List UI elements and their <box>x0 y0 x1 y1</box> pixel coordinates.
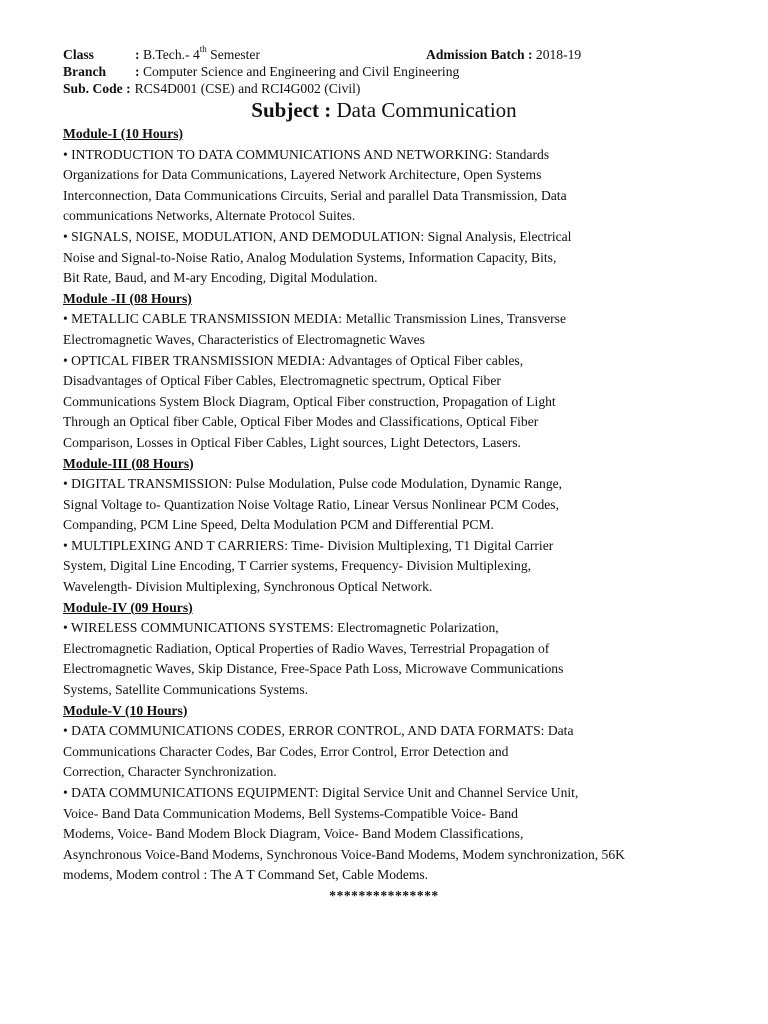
module-text-line: Comparison, Losses in Optical Fiber Cables, Light sources, Light Detectors, Lasers. <box>63 434 521 450</box>
module-text-line: • INTRODUCTION TO DATA COMMUNICATIONS AND NETWORKING: Standards <box>63 146 550 162</box>
module-text-line: Communications System Block Diagram, Optical Fiber construction, Propagation of Light <box>63 393 556 409</box>
module-text-line: Disadvantages of Optical Fiber Cables, Electromagnetic spectrum, Optical Fiber <box>63 373 501 389</box>
class-value-suffix: Semester <box>206 47 260 62</box>
module-title: Module-IV (09 Hours) <box>63 599 193 615</box>
module-title: Module -II (08 Hours) <box>63 290 192 306</box>
class-row <box>63 46 743 63</box>
module-text-line: • OPTICAL FIBER TRANSMISSION MEDIA: Advantages of Optical Fiber cables, <box>63 352 524 368</box>
module-text-line: Communications Character Codes, Bar Codes, Error Control, Error Detection and <box>63 743 509 759</box>
class-colon: : <box>135 47 143 62</box>
module-text-line: • MULTIPLEXING AND T CARRIERS: Time- Division Multiplexing, T1 Digital Carrier <box>63 537 554 553</box>
module-text-line: • DIGITAL TRANSMISSION: Pulse Modulation, Pulse code Modulation, Dynamic Range, <box>63 476 563 492</box>
module-text-line: Through an Optical fiber Cable, Optical Fiber Modes and Classifications, Optical Fiber <box>63 414 539 430</box>
module-text-line: Signal Voltage to- Quantization Noise Voltage Ratio, Linear Versus Nonlinear PCM Codes, <box>63 496 559 512</box>
module-text-line: Modems, Voice- Band Modem Block Diagram, Voice- Band Modem Classifications, <box>63 826 524 842</box>
module-text-line: • WIRELESS COMMUNICATIONS SYSTEMS: Electromagnetic Polarization, <box>63 620 499 636</box>
module-title: Module-III (08 Hours) <box>63 455 194 471</box>
module-text-line: Wavelength- Division Multiplexing, Synchronous Optical Network. <box>63 579 433 595</box>
module-section <box>63 289 743 454</box>
module-text-line: Organizations for Data Communications, Layered Network Architecture, Open Systems <box>63 167 542 183</box>
branch-label: Branch <box>63 64 107 79</box>
module-text-line: modems, Modem control : The A T Command Set, Cable Modems. <box>63 867 429 883</box>
end-separator: *************** <box>329 887 439 903</box>
subcode-row <box>63 80 743 97</box>
subject-value: Data Communication <box>331 98 517 122</box>
module-text-line: Correction, Character Synchronization. <box>63 764 277 780</box>
subject-label: Subject : <box>251 98 332 122</box>
module-text-line: Asynchronous Voice-Band Modems, Synchronous Voice-Band Modems, Modem synchronization, 56K <box>63 846 625 862</box>
module-title: Module-V (10 Hours) <box>63 702 188 718</box>
branch-colon: : <box>135 64 143 79</box>
module-text-line: Interconnection, Data Communications Circuits, Serial and parallel Data Transmission, Data <box>63 187 567 203</box>
module-section <box>63 124 743 289</box>
module-text-line: Noise and Signal-to-Noise Ratio, Analog Modulation Systems, Information Capacity, Bits, <box>63 249 557 265</box>
module-list <box>63 124 743 886</box>
class-value-text: B.Tech.- 4 <box>142 47 200 62</box>
module-text-line: Voice- Band Data Communication Modems, Bell Systems-Compatible Voice- Band <box>63 805 518 821</box>
module-section <box>63 701 743 886</box>
module-text-line: Companding, PCM Line Speed, Delta Modulation PCM and Differential PCM. <box>63 517 494 533</box>
module-text-line: • DATA COMMUNICATIONS CODES, ERROR CONTROL, AND DATA FORMATS: Data <box>63 723 574 739</box>
module-text-line: communications Networks, Alternate Protocol Suites. <box>63 208 356 224</box>
admission-batch <box>426 46 581 63</box>
module-text-line: System, Digital Line Encoding, T Carrier systems, Frequency- Division Multiplexing, <box>63 558 532 574</box>
subcode-value: RCS4D001 (CSE) and RCI4G002 (Civil) <box>134 81 361 96</box>
admission-batch-value: 2018-19 <box>532 47 582 62</box>
class-value-superscript: th <box>199 44 207 55</box>
module-section <box>63 454 743 598</box>
syllabus-document <box>63 46 743 907</box>
module-text-line: Electromagnetic Waves, Characteristics of Electromagnetic Waves <box>63 331 425 347</box>
module-text-line: • SIGNALS, NOISE, MODULATION, AND DEMODULATION: Signal Analysis, Electrical <box>63 228 572 244</box>
module-text-line: Systems, Satellite Communications Systems. <box>63 682 309 698</box>
subject-title <box>63 97 705 124</box>
class-value <box>142 44 260 62</box>
class-label: Class <box>63 47 94 62</box>
module-text-line: • METALLIC CABLE TRANSMISSION MEDIA: Metallic Transmission Lines, Transverse <box>63 311 567 327</box>
module-text-line: • DATA COMMUNICATIONS EQUIPMENT: Digital Service Unit and Channel Service Unit, <box>63 785 579 800</box>
module-text-line: Electromagnetic Waves, Skip Distance, Free-Space Path Loss, Microwave Communications <box>63 661 564 677</box>
branch-row <box>63 63 743 80</box>
module-section <box>63 598 743 701</box>
module-text-line: Electromagnetic Radiation, Optical Properties of Radio Waves, Terrestrial Propagation of <box>63 640 550 656</box>
subcode-label: Sub. Code : <box>63 81 131 96</box>
admission-batch-label: Admission Batch : <box>426 47 533 62</box>
module-title: Module-I (10 Hours) <box>63 126 184 141</box>
branch-value: Computer Science and Engineering and Civil Engineering <box>142 64 460 79</box>
module-text-line: Bit Rate, Baud, and M-ary Encoding, Digital Modulation. <box>63 270 378 286</box>
